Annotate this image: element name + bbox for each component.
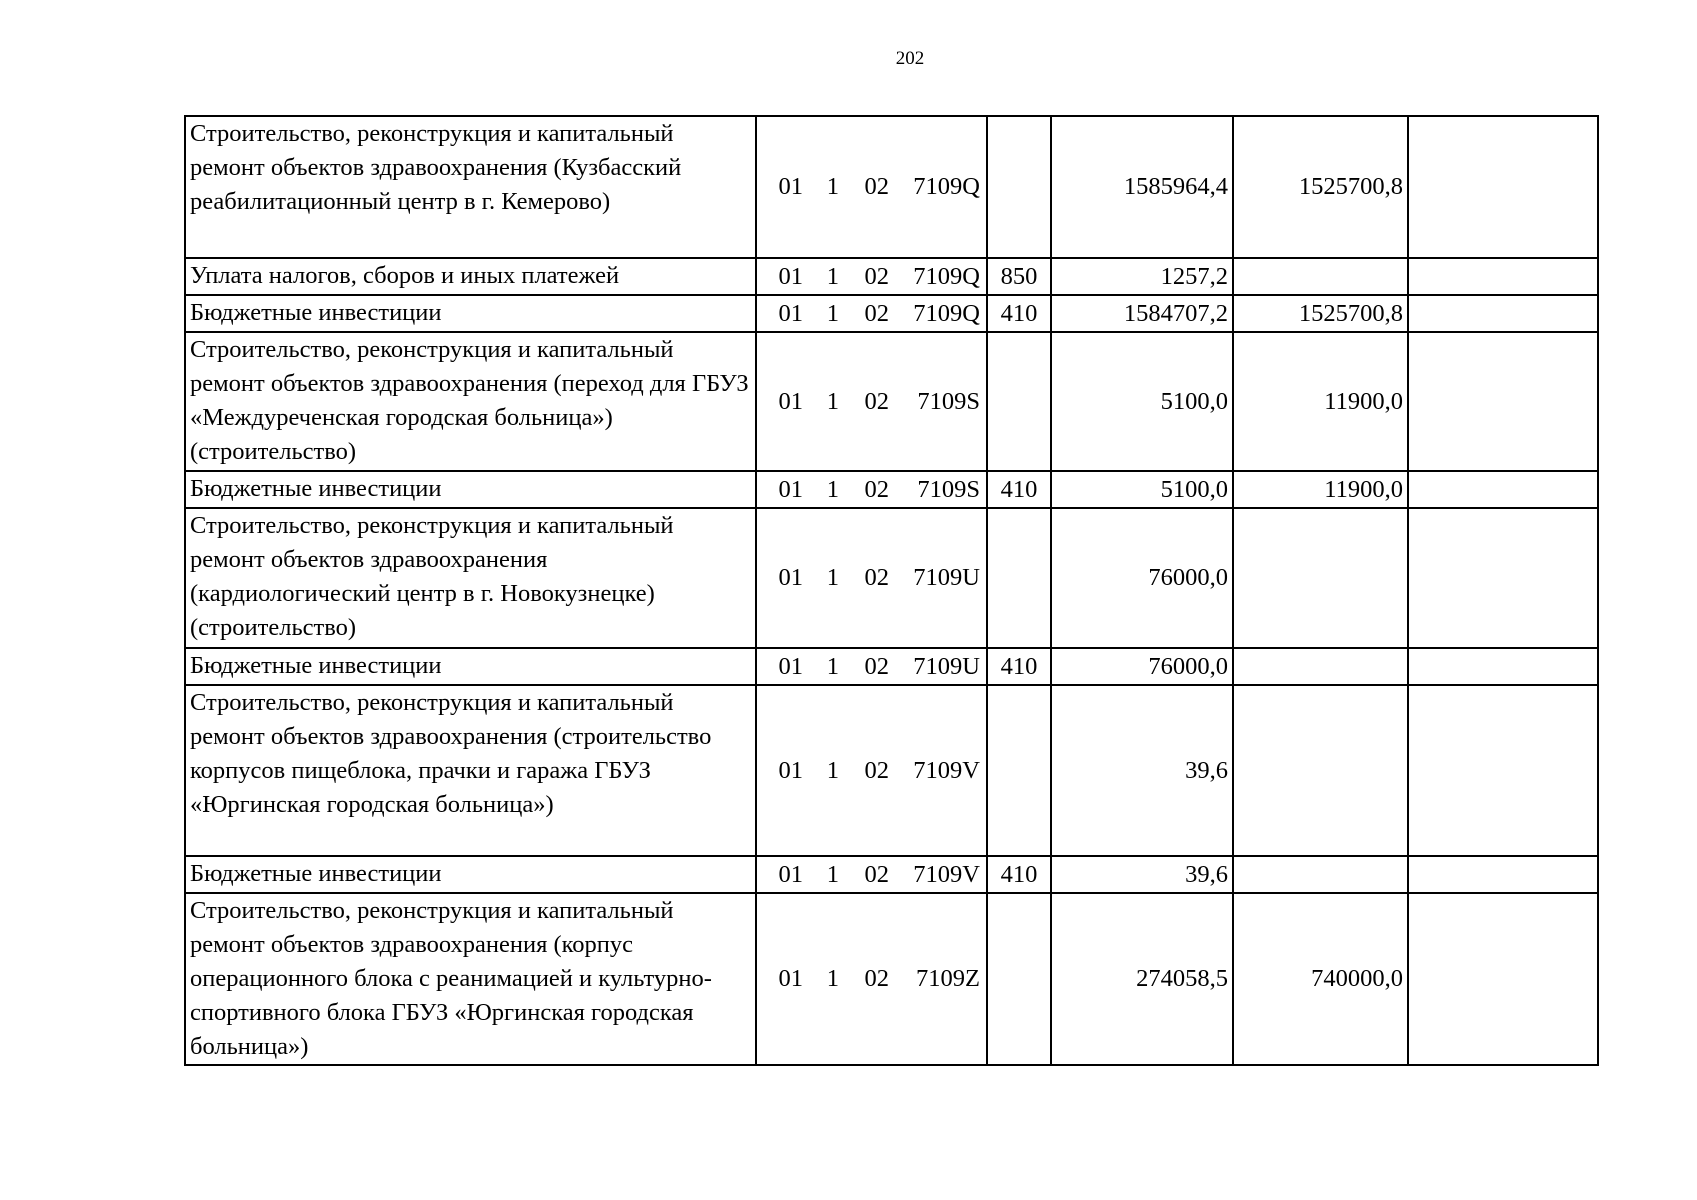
sum-year-1-cell: 1585964,4 <box>1051 116 1233 258</box>
expense-type-cell <box>987 332 1051 471</box>
code-direction: 7109U <box>913 652 980 680</box>
code-event: 02 <box>864 475 889 503</box>
sum-year-3-cell <box>1408 332 1598 471</box>
code-cell <box>756 856 987 893</box>
table-row <box>185 332 1598 471</box>
expense-type-cell: 410 <box>987 471 1051 508</box>
table-row <box>185 116 1598 258</box>
sum-year-1-cell: 5100,0 <box>1051 332 1233 471</box>
code-subprogram: 1 <box>826 564 839 591</box>
code-program: 01 <box>778 387 803 415</box>
code-subprogram: 1 <box>826 475 839 503</box>
table-row <box>185 648 1598 685</box>
sum-year-1-cell: 1257,2 <box>1051 258 1233 295</box>
budget-table-body <box>185 116 1598 1065</box>
code-subprogram: 1 <box>826 860 839 888</box>
code-subprogram: 1 <box>826 387 839 415</box>
code-subprogram: 1 <box>826 299 839 327</box>
sum-year-3-cell <box>1408 685 1598 856</box>
row-name-cell: Строительство, реконструкция и капитальный ремонт объектов здравоохранения (кардиологический центр в г. Новокузнецке) (строительство) <box>185 508 756 648</box>
table-row <box>185 471 1598 508</box>
expense-type-cell: 410 <box>987 295 1051 332</box>
table-row <box>185 685 1598 856</box>
expense-type-cell: 850 <box>987 258 1051 295</box>
code-cell <box>756 508 987 648</box>
code-direction: 7109S <box>917 475 980 503</box>
sum-year-2-cell <box>1233 685 1408 856</box>
code-program: 01 <box>778 262 803 290</box>
code-cell <box>756 295 987 332</box>
code-event: 02 <box>864 173 889 200</box>
code-subprogram: 1 <box>826 965 839 992</box>
sum-year-2-cell: 1525700,8 <box>1233 295 1408 332</box>
row-name-cell: Бюджетные инвестиции <box>185 471 756 508</box>
row-name-cell: Бюджетные инвестиции <box>185 295 756 332</box>
code-direction: 7109Q <box>913 173 980 200</box>
expense-type-cell <box>987 685 1051 856</box>
sum-year-3-cell <box>1408 893 1598 1065</box>
sum-year-2-cell: 740000,0 <box>1233 893 1408 1065</box>
sum-year-3-cell <box>1408 508 1598 648</box>
code-direction: 7109S <box>917 387 980 415</box>
sum-year-3-cell <box>1408 471 1598 508</box>
sum-year-1-cell: 76000,0 <box>1051 508 1233 648</box>
code-cell <box>756 685 987 856</box>
code-program: 01 <box>778 756 803 784</box>
code-event: 02 <box>864 299 889 327</box>
table-row <box>185 508 1598 648</box>
sum-year-3-cell <box>1408 295 1598 332</box>
code-subprogram: 1 <box>826 262 839 290</box>
table-row <box>185 893 1598 1065</box>
row-name-cell: Бюджетные инвестиции <box>185 648 756 685</box>
sum-year-1-cell: 1584707,2 <box>1051 295 1233 332</box>
sum-year-1-cell: 39,6 <box>1051 685 1233 856</box>
row-name-cell: Строительство, реконструкция и капитальный ремонт объектов здравоохранения (переход для ГБУЗ «Междуреченская городская больница») (строительство) <box>185 332 756 471</box>
code-cell <box>756 648 987 685</box>
page-number: 202 <box>895 48 925 69</box>
budget-table <box>184 115 1599 1066</box>
row-name-cell: Строительство, реконструкция и капитальный ремонт объектов здравоохранения (Кузбасский реабилитационный центр в г. Кемерово) <box>185 116 756 258</box>
table-row <box>185 295 1598 332</box>
sum-year-2-cell: 11900,0 <box>1233 471 1408 508</box>
code-program: 01 <box>778 564 803 591</box>
sum-year-2-cell <box>1233 258 1408 295</box>
sum-year-3-cell <box>1408 258 1598 295</box>
code-event: 02 <box>864 564 889 591</box>
sum-year-2-cell: 1525700,8 <box>1233 116 1408 258</box>
code-event: 02 <box>864 387 889 415</box>
code-event: 02 <box>864 756 889 784</box>
code-program: 01 <box>778 965 803 992</box>
sum-year-1-cell: 76000,0 <box>1051 648 1233 685</box>
code-event: 02 <box>864 965 889 992</box>
sum-year-3-cell <box>1408 856 1598 893</box>
code-program: 01 <box>778 475 803 503</box>
code-event: 02 <box>864 652 889 680</box>
expense-type-cell <box>987 893 1051 1065</box>
sum-year-1-cell: 274058,5 <box>1051 893 1233 1065</box>
code-direction: 7109Q <box>913 299 980 327</box>
expense-type-cell <box>987 116 1051 258</box>
sum-year-1-cell: 5100,0 <box>1051 471 1233 508</box>
code-direction: 7109V <box>913 860 980 888</box>
code-subprogram: 1 <box>826 173 839 200</box>
row-name-cell: Бюджетные инвестиции <box>185 856 756 893</box>
code-direction: 7109U <box>913 564 980 591</box>
table-row <box>185 258 1598 295</box>
row-name-cell: Строительство, реконструкция и капитальный ремонт объектов здравоохранения (корпус операционного блока с реанимацией и культурно-спортивного блока ГБУЗ «Юргинская городская больница») <box>185 893 756 1065</box>
code-program: 01 <box>778 860 803 888</box>
code-cell <box>756 116 987 258</box>
expense-type-cell: 410 <box>987 648 1051 685</box>
code-cell <box>756 258 987 295</box>
row-name-cell: Уплата налогов, сборов и иных платежей <box>185 258 756 295</box>
code-subprogram: 1 <box>826 652 839 680</box>
sum-year-2-cell <box>1233 856 1408 893</box>
code-direction: 7109Q <box>913 262 980 290</box>
code-program: 01 <box>778 652 803 680</box>
code-event: 02 <box>864 262 889 290</box>
expense-type-cell <box>987 508 1051 648</box>
sum-year-2-cell: 11900,0 <box>1233 332 1408 471</box>
table-row <box>185 856 1598 893</box>
code-cell <box>756 332 987 471</box>
code-event: 02 <box>864 860 889 888</box>
code-cell <box>756 471 987 508</box>
code-direction: 7109Z <box>916 965 980 992</box>
sum-year-1-cell: 39,6 <box>1051 856 1233 893</box>
sum-year-2-cell <box>1233 508 1408 648</box>
sum-year-3-cell <box>1408 116 1598 258</box>
code-program: 01 <box>778 299 803 327</box>
code-subprogram: 1 <box>826 756 839 784</box>
row-name-cell: Строительство, реконструкция и капитальный ремонт объектов здравоохранения (строительство корпусов пищеблока, прачки и гаража ГБУЗ «Юргинская городская больница») <box>185 685 756 856</box>
code-direction: 7109V <box>913 756 980 784</box>
sum-year-2-cell <box>1233 648 1408 685</box>
code-cell <box>756 893 987 1065</box>
sum-year-3-cell <box>1408 648 1598 685</box>
expense-type-cell: 410 <box>987 856 1051 893</box>
code-program: 01 <box>778 173 803 200</box>
